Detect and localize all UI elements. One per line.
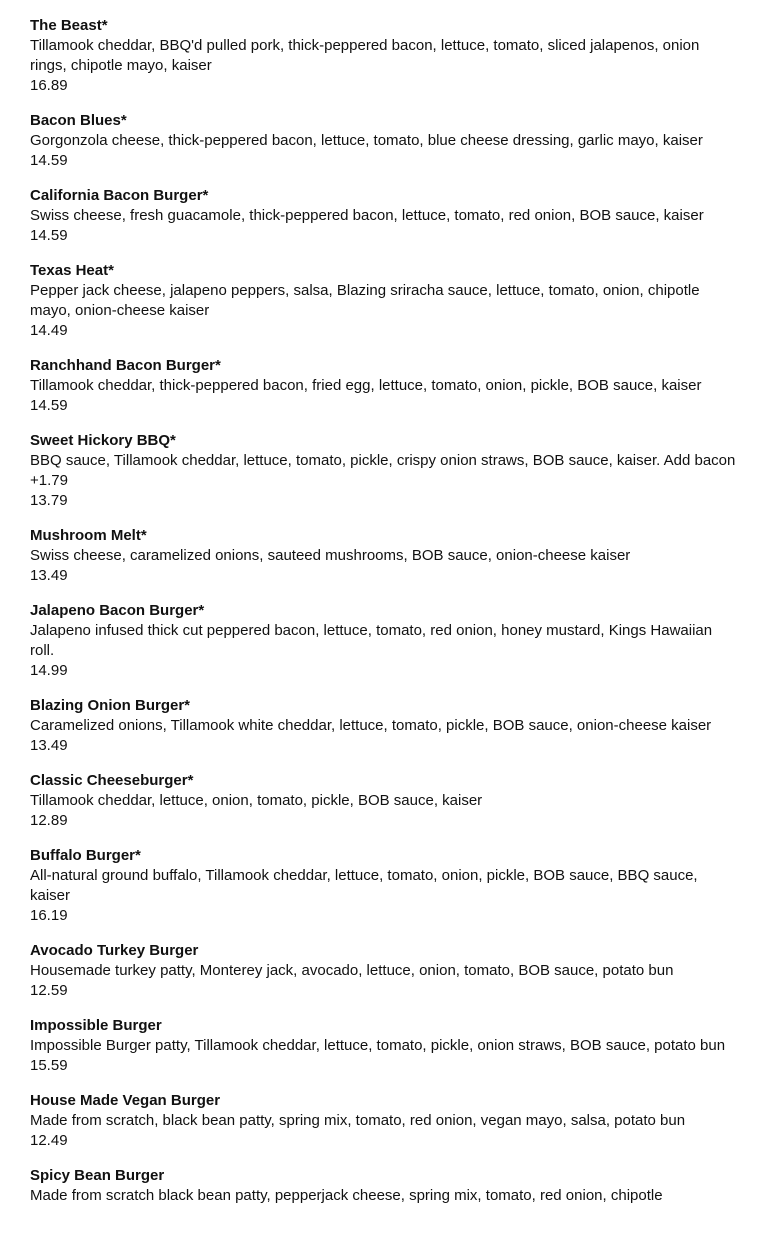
item-name: Buffalo Burger* [30,847,141,864]
item-description: Tillamook cheddar, BBQ'd pulled pork, thick-peppered bacon, lettuce, tomato, sliced jalapenos, onion rings, chipotle mayo, kaiser [30,37,700,74]
item-name: Sweet Hickory BBQ* [30,432,176,449]
item-description: BBQ sauce, Tillamook cheddar, lettuce, tomato, pickle, crispy onion straws, BOB sauce, kaiser. Add bacon +1.79 [30,452,736,489]
menu-item-the-beast [30,16,740,96]
item-name: Texas Heat* [30,262,114,279]
item-description: Made from scratch black bean patty, pepperjack cheese, spring mix, tomato, red onion, chipotle [30,1187,663,1204]
item-description: Swiss cheese, fresh guacamole, thick-peppered bacon, lettuce, tomato, red onion, BOB sauce, kaiser [30,207,704,224]
item-price: 16.89 [30,77,68,94]
item-description: Impossible Burger patty, Tillamook cheddar, lettuce, tomato, pickle, onion straws, BOB sauce, potato bun [30,1037,726,1054]
menu-item-bacon-blues [30,111,740,171]
menu-item-mushroom-melt [30,526,740,586]
item-name: House Made Vegan Burger [30,1092,221,1109]
item-name: Jalapeno Bacon Burger* [30,602,205,619]
menu-item-impossible-burger [30,1016,740,1076]
item-description: Caramelized onions, Tillamook white cheddar, lettuce, tomato, pickle, BOB sauce, onion-cheese kaiser [30,717,712,734]
item-description: Swiss cheese, caramelized onions, sauteed mushrooms, BOB sauce, onion-cheese kaiser [30,547,631,564]
menu-item-sweet-hickory-bbq [30,431,740,511]
item-price: 14.99 [30,662,68,679]
item-price: 13.79 [30,492,68,509]
item-description: Housemade turkey patty, Monterey jack, avocado, lettuce, onion, tomato, BOB sauce, potato bun [30,962,674,979]
menu-item-jalapeno-bacon-burger [30,601,740,681]
item-name: Mushroom Melt* [30,527,147,544]
item-description: Pepper jack cheese, jalapeno peppers, salsa, Blazing sriracha sauce, lettuce, tomato, onion, chipotle mayo, onion-cheese kaiser [30,282,700,319]
item-description: Tillamook cheddar, thick-peppered bacon, fried egg, lettuce, tomato, onion, pickle, BOB sauce, kaiser [30,377,702,394]
item-price: 14.49 [30,322,68,339]
item-name: California Bacon Burger* [30,187,209,204]
item-name: Classic Cheeseburger* [30,772,194,789]
item-price: 14.59 [30,397,68,414]
item-name: Impossible Burger [30,1017,162,1034]
item-name: Ranchhand Bacon Burger* [30,357,221,374]
item-description: Made from scratch, black bean patty, spring mix, tomato, red onion, vegan mayo, salsa, potato bun [30,1112,686,1129]
item-name: Avocado Turkey Burger [30,942,199,959]
item-name: The Beast* [30,17,108,34]
menu-item-house-made-vegan-burger [30,1091,740,1151]
item-price: 12.49 [30,1132,68,1149]
item-price: 16.19 [30,907,68,924]
menu-item-buffalo-burger [30,846,740,926]
item-description: Jalapeno infused thick cut peppered bacon, lettuce, tomato, red onion, honey mustard, Kings Hawaiian roll. [30,622,713,659]
item-price: 14.59 [30,152,68,169]
item-price: 14.59 [30,227,68,244]
menu-item-spicy-bean-burger [30,1166,740,1206]
menu-item-texas-heat [30,261,740,341]
item-name: Spicy Bean Burger [30,1167,165,1184]
menu-item-avocado-turkey-burger [30,941,740,1001]
menu-item-blazing-onion-burger [30,696,740,756]
item-name: Bacon Blues* [30,112,127,129]
item-price: 13.49 [30,567,68,584]
item-price: 15.59 [30,1057,68,1074]
item-description: Tillamook cheddar, lettuce, onion, tomato, pickle, BOB sauce, kaiser [30,792,483,809]
menu-item-california-bacon-burger [30,186,740,246]
item-description: All-natural ground buffalo, Tillamook cheddar, lettuce, tomato, onion, pickle, BOB sauce, BBQ sauce, kaiser [30,867,698,904]
menu-item-classic-cheeseburger [30,771,740,831]
menu-item-ranchhand-bacon-burger [30,356,740,416]
item-price: 12.89 [30,812,68,829]
item-price: 13.49 [30,737,68,754]
item-description: Gorgonzola cheese, thick-peppered bacon, lettuce, tomato, blue cheese dressing, garlic mayo, kaiser [30,132,703,149]
item-price: 12.59 [30,982,68,999]
item-name: Blazing Onion Burger* [30,697,191,714]
